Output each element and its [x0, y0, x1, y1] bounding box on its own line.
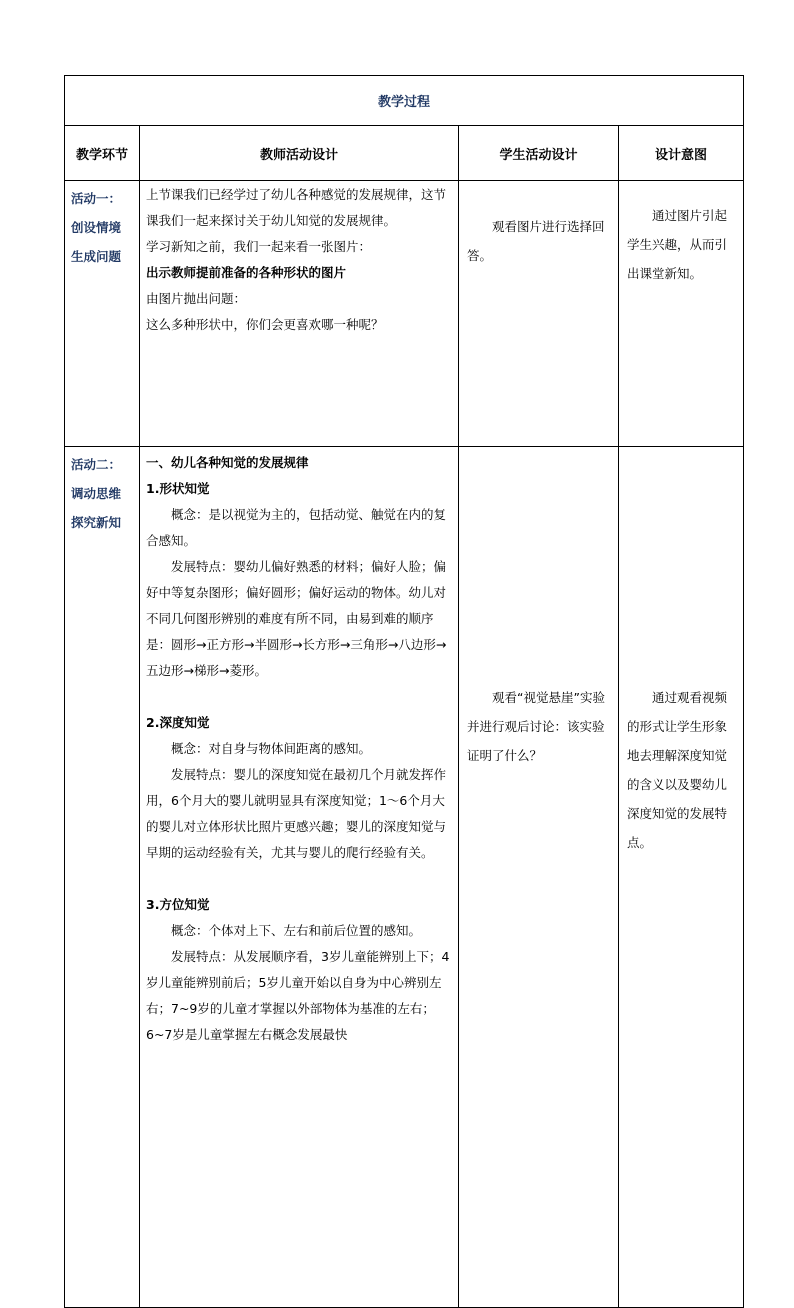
section-text: 发展特点：婴儿的深度知觉在最初几个月就发挥作用，6个月大的婴儿就明显具有深度知觉；1～6个月大的婴儿对立体形状比照片更感兴趣；婴儿的深度知觉与早期的运动经验有关，尤其与婴儿的爬行经验有关。 — [146, 767, 447, 860]
section-main-heading: 一、幼儿各种知觉的发展规律 — [146, 455, 309, 470]
section-heading: 1.形状知觉 — [146, 481, 210, 496]
stage-cell — [65, 181, 140, 447]
teacher-text: 由图片抛出问题： — [146, 291, 247, 306]
student-cell — [459, 447, 619, 1308]
header-teacher: 教师活动设计 — [140, 126, 459, 181]
section-text: 概念：对自身与物体间距离的感知。 — [171, 741, 372, 756]
stage-line: 活动二： — [71, 457, 122, 472]
student-text: 观看“视觉悬崖”实验并进行观后讨论：该实验证明了什么？ — [467, 690, 605, 763]
teacher-text: 这么多种形状中，你们会更喜欢哪一种呢？ — [146, 317, 384, 332]
student-text: 观看图片进行选择回答。 — [467, 219, 605, 263]
teacher-cell — [140, 447, 459, 1308]
teacher-text: 出示教师提前准备的各种形状的图片 — [146, 265, 347, 280]
table-row — [65, 181, 744, 447]
teacher-text: 学习新知之前，我们一起来看一张图片： — [146, 239, 372, 254]
section-text: 概念：是以视觉为主的，包括动觉、触觉在内的复合感知。 — [146, 507, 447, 548]
stage-line: 创设情境 — [71, 220, 122, 235]
header-intent: 设计意图 — [619, 126, 744, 181]
header-stage: 教学环节 — [65, 126, 140, 181]
section-text: 发展特点：婴幼儿偏好熟悉的材料；偏好人脸；偏好中等复杂图形；偏好圆形；偏好运动的物体。幼儿对不同几何图形辨别的难度有所不同，由易到难的顺序是：圆形→正方形→半圆形→长方形→三角形→八边形→五边形→梯形→菱形。 — [146, 559, 447, 678]
table-row — [65, 447, 744, 1308]
table-title: 教学过程 — [65, 76, 744, 126]
intent-cell — [619, 181, 744, 447]
teacher-cell — [140, 181, 459, 447]
teacher-text: 上节课我们已经学过了幼儿各种感觉的发展规律，这节课我们一起来探讨关于幼儿知觉的发展规律。 — [146, 187, 447, 228]
section-text: 发展特点：从发展顺序看，3岁儿童能辨别上下；4岁儿童能辨别前后；5岁儿童开始以自身为中心辨别左右；7~9岁的儿童才掌握以外部物体为基准的左右；6~7岁是儿童掌握左右概念发展最快 — [146, 949, 450, 1042]
section-heading: 3.方位知觉 — [146, 897, 210, 912]
intent-text: 通过图片引起学生兴趣，从而引出课堂新知。 — [627, 208, 728, 281]
stage-line: 活动一： — [71, 191, 122, 206]
section-heading: 2.深度知觉 — [146, 715, 210, 730]
intent-text: 通过观看视频的形式让学生形象地去理解深度知觉的含义以及婴幼儿深度知觉的发展特点。 — [627, 690, 728, 850]
header-student: 学生活动设计 — [459, 126, 619, 181]
student-cell — [459, 181, 619, 447]
stage-line: 调动思维 — [71, 486, 122, 501]
section-text: 概念：个体对上下、左右和前后位置的感知。 — [171, 923, 422, 938]
intent-cell — [619, 447, 744, 1308]
stage-cell — [65, 447, 140, 1308]
stage-line: 生成问题 — [71, 249, 122, 264]
lesson-process-table — [64, 75, 744, 1308]
stage-line: 探究新知 — [71, 515, 122, 530]
